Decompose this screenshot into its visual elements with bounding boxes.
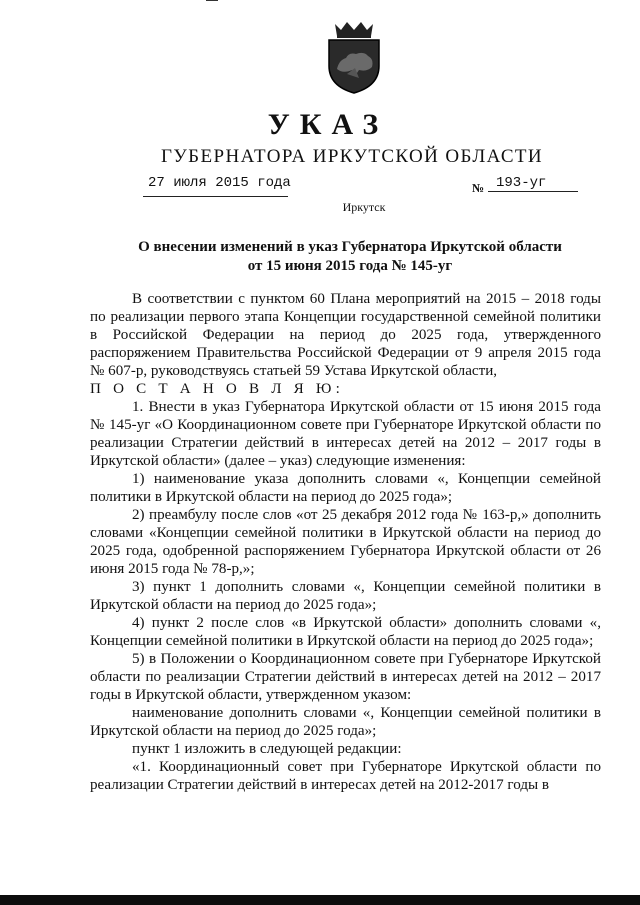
document-number: 193-уг [496,175,547,191]
paragraph: пункт 1 изложить в следующей редакции: [132,741,402,757]
document-title [90,238,610,276]
paragraph: 1) наименование указа дополнить словами «, Концепции семейной политики в Иркутской области на период до 2025 года»; [90,471,601,505]
title-line-1: О внесении изменений в указ Губернатора Иркутской области [138,239,562,255]
issuing-authority: ГУБЕРНАТОРА ИРКУТСКОЙ ОБЛАСТИ [160,146,544,167]
date-underline [143,196,288,197]
scan-edge [0,895,640,905]
coat-of-arms-icon [325,22,383,94]
document-body [90,290,601,794]
decree-word: П О С Т А Н О В Л Я Ю: [90,381,345,397]
paragraph: 1. Внести в указ Губернатора Иркутской области от 15 июня 2015 года № 145-уг «О Координационном совете при Губернаторе Иркутской области по реализации Стратегии действий в интересах детей на 2012 – 2017 годы в Иркутской области» (далее – указ) следующие изменения: [90,399,601,469]
paragraph: наименование дополнить словами «, Концепции семейной политики в Иркутской области на период до 2025 года»; [90,705,601,739]
paragraph: 4) пункт 2 после слов «в Иркутской области» дополнить словами «, Концепции семейной политики в Иркутской области на период до 2025 года»; [90,615,601,649]
city: Иркутск [342,200,386,214]
document-date: 27 июля 2015 года [148,175,291,191]
title-line-2: от 15 июня 2015 года № 145-уг [247,258,453,274]
paragraph: 5) в Положении о Координационном совете при Губернаторе Иркутской области по реализации Стратегии действий в интересах детей на 2012 – 2017 годы в Иркутской области, утвержденном указом: [90,651,601,703]
scan-mark [206,0,218,1]
paragraph: 3) пункт 1 дополнить словами «, Концепции семейной политики в Иркутской области на период до 2025 года»; [90,579,601,613]
document-type: УКАЗ [267,108,389,141]
number-underline [488,191,578,192]
preamble: В соответствии с пунктом 60 Плана мероприятий на 2015 – 2018 годы по реализации первого этапа Концепции государственной семейной политики в Российской Федерации на период до 2025 года, утвержденного распоряжением Правительства Российской Федерации от 9 апреля 2015 года № 607-р, руководствуясь статьей 59 Устава Иркутской области, [90,291,601,379]
number-label: № [472,181,485,195]
paragraph: 2) преамбулу после слов «от 25 декабря 2012 года № 163-р,» дополнить словами «Концепции семейной политики в Иркутской области на период до 2025 года, одобренной распоряжением Губернатора Иркутской области от 26 июня 2015 года № 78-р,»; [90,507,601,577]
paragraph: «1. Координационный совет при Губернаторе Иркутской области по реализации Стратегии действий в интересах детей на 2012-2017 годы в [90,759,601,793]
